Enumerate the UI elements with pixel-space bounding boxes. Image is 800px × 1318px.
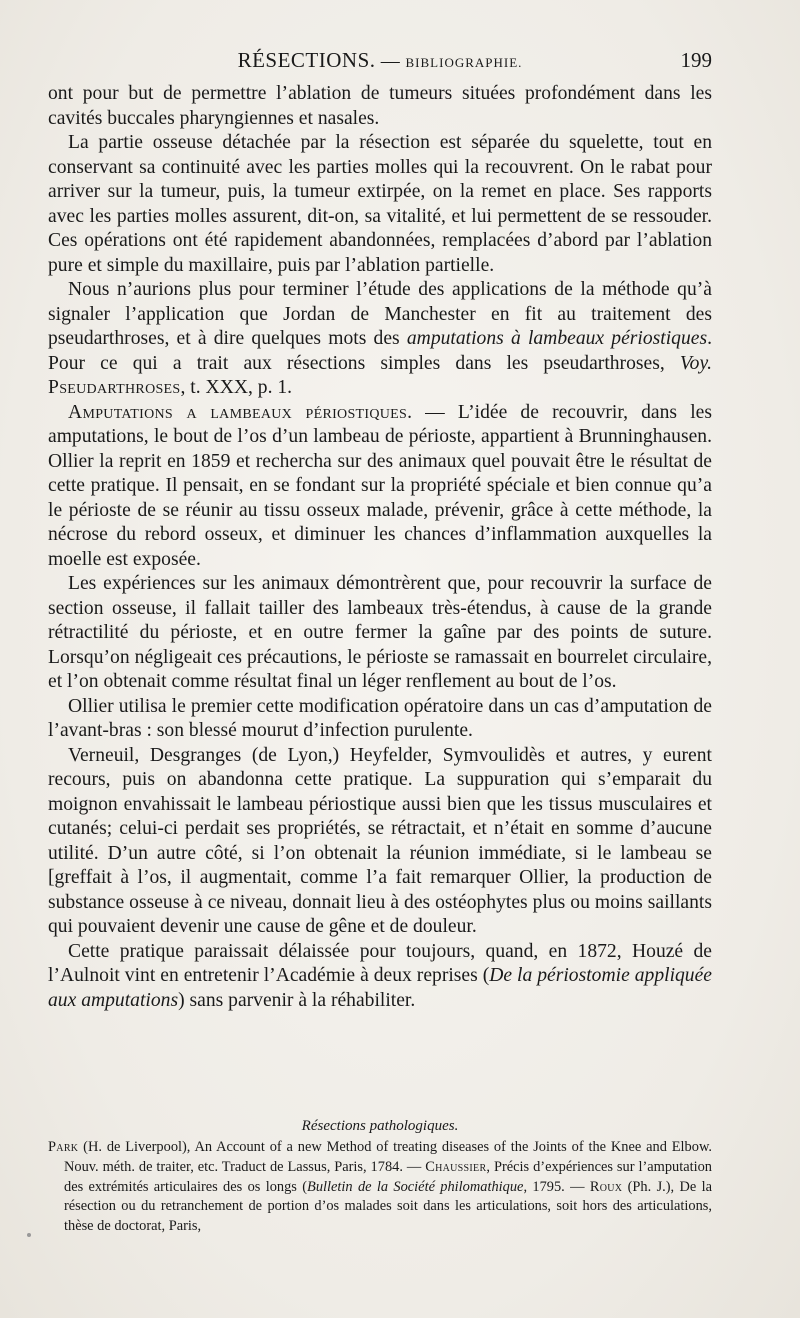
italic-text: Bulletin de la Société philomathique <box>307 1178 524 1195</box>
italic-text: De la périostomie appliquée aux amputations <box>48 965 712 1011</box>
text-run: . — L’idée de recouvrir, dans les amputations, le bout de l’os d’un lambeau de périoste, appartient à Brunninghausen. Ollier la reprit en 1859 et rechercha sur des animaux quel pouvait être le résultat de cette pratique. Il pensait, en se fondant sur la propriété spéciale et bien connue qu’a le périoste de se réunir au tissu osseux malade, prévenir, grâce à cette méthode, la nécrose du rebord osseux, et diminuer les chances d’inflammation auxquelles la moelle est exposée. <box>48 401 712 570</box>
bibliography-title: Résections pathologiques. <box>301 1118 459 1134</box>
italic-text: amputations à lambeaux périostiques <box>406 328 708 349</box>
paragraph <box>48 695 712 744</box>
text-run: Cette pratique paraissait délaissée pour toujours, quand, en 1872, Houzé de l’Aulnoit vint en entretenir l’Académie à deux reprises ( <box>48 940 712 986</box>
text-run: La partie osseuse détachée par la résection est séparée du squelette, tout en conservant sa continuité avec les parties molles qui la recouvrent. On le rabat pour arriver sur la tumeur, puis, la tumeur extirpée, on la remet en place. Ses rapports avec les parties molles assurent, dit-on, sa vitalité, et lui permettent de se ressouder. Ces opérations ont été rapidement abandonnées, remplacées d’abord par l’ablation pure et simple du maxillaire, puis par l’ablation partielle. <box>48 132 712 276</box>
page-number: 199 <box>680 48 712 72</box>
paragraph <box>48 572 712 695</box>
text-run: , t. XXX, p. 1. <box>180 377 293 398</box>
text-run: ) sans parvenir à la réhabiliter. <box>178 989 416 1011</box>
text-run: Nous n’aurions plus pour terminer l’étude des applications de la méthode qu’à signaler l’application que Jordan de Manchester en fit au traitement des pseudarthroses, et à dire quelques mots des <box>48 279 712 349</box>
bibliography <box>48 1138 712 1237</box>
text-run: Ollier utilisa le premier cette modification opératoire dans un cas d’amputation de l’avant-bras : son blessé mourut d’infection purulente. <box>48 695 712 741</box>
small-caps-text: Park <box>48 1139 79 1155</box>
small-caps-text: Amputations a lambeaux périostiques <box>68 401 408 423</box>
small-caps-text: Chaussier <box>425 1158 487 1175</box>
body-text <box>48 82 712 1013</box>
paragraph <box>48 401 712 573</box>
paragraph <box>48 131 712 278</box>
italic-text: Voy. <box>679 352 712 374</box>
running-title-main: RÉSECTIONS. <box>237 48 376 72</box>
running-title-sub: BIBLIOGRAPHIE. <box>405 55 523 70</box>
bibliography-entry <box>48 1138 712 1237</box>
text-run: (H. de Liverpool), An Account of a new Method of treating diseases of the Joints of the Knee and Elbow. Nouv. méth. de traiter, etc. Traduct de Lassus, Paris, 1784. — <box>64 1139 712 1175</box>
text-run: , 1795. — <box>523 1178 590 1195</box>
text-run: ont pour but de permettre l’ablation de tumeurs situées profondément dans les cavités buccales pharyngiennes et nasales. <box>48 83 712 129</box>
paragraph <box>48 278 712 401</box>
running-title-dash: — <box>380 51 401 72</box>
text-run: Verneuil, Desgranges (de Lyon,) Heyfelder, Symvoulidès et autres, y eurent recours, puis on abandonna cette pratique. La suppuration qui s’emparait du moignon envahissait le lambeau périostique aussi bien que les tissus musculaires et cutanés; celui-ci perdait ses propriétés, se rétractait, et n’était en somme d’aucune utilité. D’un autre côté, si l’on obtenait la réunion immédiate, si le lambeau se [greffait à l’os, il augmentait, comme l’a fait remarquer Ollier, la production de substance osseuse à ce niveau, donnait lieu à des ostéophytes plus ou moins saillants qui pouvaient devenir une cause de gêne et de douleur. <box>48 744 712 937</box>
paragraph <box>48 744 712 940</box>
running-header <box>48 48 712 76</box>
small-caps-text: Roux <box>589 1178 623 1195</box>
text-run: (Ph. J.), De la résection ou du retranchement de portion d’os malades soit dans les articulations, soit hors des articulations, thèse de doctorat, Paris, <box>64 1178 712 1235</box>
paragraph <box>48 940 712 1014</box>
text-run: , Précis d’expériences sur l’amputation des extrémités articulaires des os longs ( <box>64 1158 712 1195</box>
small-caps-text: Pseudarthroses <box>48 377 181 398</box>
running-title <box>48 48 712 73</box>
paragraph <box>48 82 712 131</box>
margin-mark <box>27 1233 31 1237</box>
text-run: Les expériences sur les animaux démontrèrent que, pour recouvrir la surface de section osseuse, il fallait tailler des lambeaux très-étendus, à cause de la grande rétractilité du périoste, et en outre fermer la gaîne par des points de suture. Lorsqu’on négligeait ces précautions, le périoste se ramassait en bourrelet circulaire, et l’on obtenait comme résultat final un léger renflement au bout de l’os. <box>48 573 712 692</box>
text-run: . Pour ce qui a trait aux résections simples dans les pseudarthroses, <box>48 328 713 374</box>
